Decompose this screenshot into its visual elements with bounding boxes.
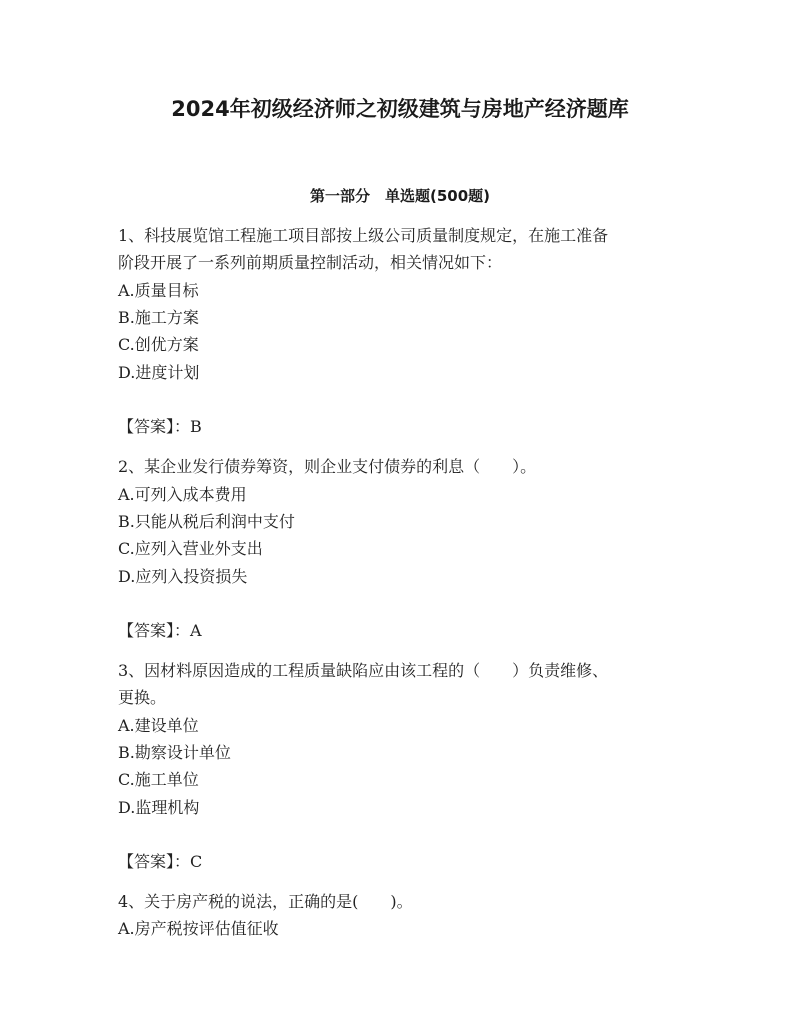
question-1-stem-line-2: 阶段开展了一系列前期质量控制活动，相关情况如下： [118, 253, 503, 272]
question-3-option-d: D.监理机构 [118, 798, 200, 817]
question-1-answer: 【答案】：B [118, 417, 202, 436]
question-2-option-c: C.应列入营业外支出 [118, 539, 263, 558]
question-3-option-a: A.建设单位 [118, 716, 199, 735]
question-1-option-d: D.进度计划 [118, 363, 200, 382]
question-1-stem-line-1: 1、科技展览馆工程施工项目部按上级公司质量制度规定，在施工准备 [118, 226, 609, 245]
question-3-stem-line-2: 更换。 [118, 688, 167, 707]
question-2-option-a: A.可列入成本费用 [118, 485, 247, 504]
question-4-stem-line-1: 4、关于房产税的说法，正确的是( )。 [118, 892, 413, 911]
question-3-option-c: C.施工单位 [118, 770, 199, 789]
question-1-option-c: C.创优方案 [118, 335, 199, 354]
question-2-option-d: D.应列入投资损失 [118, 567, 248, 586]
question-3-stem-line-1: 3、因材料原因造成的工程质量缺陷应由该工程的（ ）负责维修、 [118, 661, 609, 680]
question-4-option-a: A.房产税按评估值征收 [118, 919, 279, 938]
section-title: 第一部分 单选题(500题) [309, 187, 491, 205]
question-2-option-b: B.只能从税后利润中支付 [118, 512, 295, 531]
question-3-option-b: B.勘察设计单位 [118, 743, 231, 762]
question-1-option-b: B.施工方案 [118, 308, 199, 327]
document-title: 2024年初级经济师之初级建筑与房地产经济题库 [171, 97, 629, 121]
question-3-answer: 【答案】：C [118, 852, 203, 871]
question-2-stem-line-1: 2、某企业发行债券筹资，则企业支付债券的利息（ ）。 [118, 457, 537, 476]
question-2-answer: 【答案】：A [118, 621, 202, 640]
question-1-option-a: A.质量目标 [118, 281, 199, 300]
